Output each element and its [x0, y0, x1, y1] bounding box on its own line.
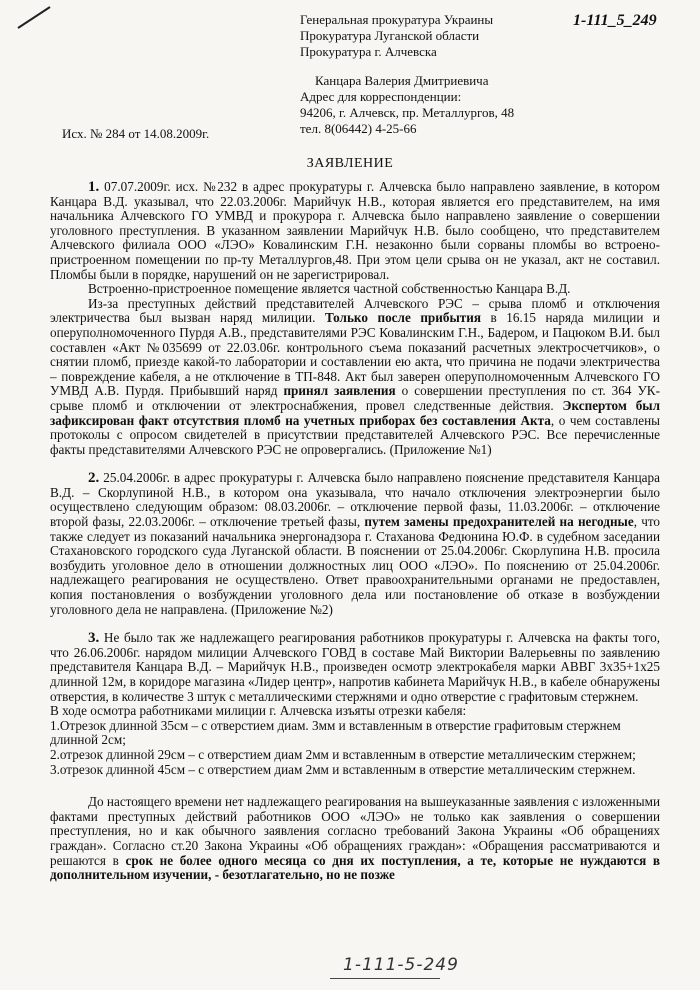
sender-name: Канцара Валерия Дмитриевича: [315, 73, 489, 88]
section-number: 2.: [88, 470, 100, 487]
section-3-paragraph: 3. Не было так же надлежащего реагирования работников прокуратуры г. Алчевска на факты того, что 26.06.2006г. нарядом милиции Алчевского ГОВД в составе Май Виктории Валерьевны по заявлению представителя Канцара В.Д. – Марийчук Н.В., произведен осмотр электрокабеля марки АВВГ 3х35+1х25 длинной 12м, в коридоре магазина «Лидер центр», напротив кабинета Марийчук Н.В., в кабеле обнаружены отверстия, в количестве 3 штук с металлическими стержнями и одно отверстие с графитовым стержнем.: [50, 630, 660, 704]
section-1-paragraph-2: Встроенно-пристроенное помещение является частной собственностью Канцара В.Д.: [88, 281, 571, 297]
section-1-paragraph-3: Из-за преступных действий представителей Алчевского РЭС – срыва пломб и отключения электричества был вызван наряд милиции. Только после прибытия в 16.15 наряда милиции и оперуполномоченного Пурдя А.В., представителями РЭС Ковалинским Г.Н., Бадером, и Пацюком В.И. был составлен «Акт №035699 от 22.03.06г. контрольного съема показаний расчетных электросчетчиков», о снятии пломб, приезде какой-то лаборатории и составлении ею акта, что причина не подачи электричества – повреждение кабеля, а не отключение в ТП-848. Акт был заверен оперуполномоченным Алчевского ГО УМВД А.В. Пурдя. Прибывший наряд принял заявления о совершении преступления по ст. 364 УК- срыве пломб и отключении от электроснабжения, провел следственные действия. Экспертом был зафиксирован факт отсутствия пломб на учетных приборах без составления Акта, о чем составлены протоколы с опросом свидетелей в присутствии представителей Алчевского РЭС. Все перечисленные факты представителями Алчевского РЭС не опровергались. (Приложение №1): [50, 295, 660, 457]
document-title: ЗАЯВЛЕНИЕ: [306, 156, 394, 171]
list-item: 3.отрезок длинной 45см – с отверстием диам 2мм и вставленным в отверстие металлическим стержнем.: [50, 761, 636, 777]
pen-stroke-mark: [14, 4, 54, 32]
addressee-line: Генеральная прокуратура Украины: [300, 12, 494, 27]
section-1-paragraph: 1. 07.07.2009г. исх. №232 в адрес прокуратуры г. Алчевска было направлено заявление, в котором Канцара В.Д. указывал, что 22.03.2006г. Марийчук Н.В., которая является его представителем, на имя начальника Алчевского ГО УМВД и прокурора г. Алчевска было направлено заявление о совершении уголовного преступления. В указанном заявлении Марийчук Н.В. было сообщено, что представителем Алчевского филиала ООО «ЛЭО» Ковалинским Г.Н. незаконно были сорваны пломбы во встроено-пристроенном помещении по пр-ту Металлургов,48. При этом цели срыва он не указал, акт не составил. Пломбы были в порядке, нарушений он не зарегистрировал.: [50, 179, 660, 282]
document-body: [50, 180, 660, 883]
cable-pieces-list: [50, 719, 660, 777]
section-number: 3.: [88, 630, 100, 647]
addressee-block: [300, 12, 493, 60]
sender-address: 94206, г. Алчевск, пр. Металлургов, 48: [300, 105, 515, 120]
document-code: 1-111_5_249: [573, 12, 657, 29]
sender-line: Адрес для корреспонденции:: [300, 89, 462, 104]
list-item: 1.Отрезок длинной 35см – с отверстием диам. 3мм и вставленным в отверстие графитовым стержнем длинной 2см;: [50, 717, 621, 748]
addressee-line: Прокуратура Луганской области: [300, 28, 480, 43]
sender-block: [300, 73, 514, 137]
addressee-line: Прокуратура г. Алчевска: [300, 44, 437, 59]
outgoing-number: Исх. № 284 от 14.08.2009г.: [62, 126, 210, 141]
underline: [330, 978, 440, 979]
handwritten-code: 1-111-5-249: [343, 955, 459, 975]
section-4-paragraph: До настоящего времени нет надлежащего реагирования на вышеуказанные заявления с изложенными фактами преступных действий работников ООО «ЛЭО» не только как заявления о совершении преступления, но и как обычного заявления согласно требований Закона Украины «Об обращениях граждан». Согласно ст.20 Закона Украины «Об обращениях граждан»: «Обращения рассматриваются и решаются в срок не более одного месяца со дня их поступления, а те, которые не нуждаются в дополнительном изучении, - безотлагательно, но не позже: [50, 794, 660, 883]
section-2-paragraph: 2. 25.04.2006г. в адрес прокуратуры г. Алчевска было направлено пояснение представителя Канцара В.Д. – Скорлупиной Н.В., в котором она указывала, что начало отключения электроэнергии было осуществлено следующим образом: 08.03.2006г. – отключение первой фазы, 11.03.2006г. – отключение второй фазы, 22.03.2006г. – отключение третьей фазы, путем замены предохранителей на негодные, что также следует из показаний начальника энергонадзора г. Стаханова Федюнина Ю.Ф. в судебном заседании Стахановского городского суда Луганской области. В пояснении от 25.04.2006г. Скорлупина Н.В. просила возбудить уголовное дело в отношении должностных лиц ООО «ЛЭО». По пояснению от 25.04.2006г. надлежащего реагирования не осуществлено. Ответ правоохранительными органами не предоставлен, копия постановления о возбуждении уголовного дела или постановление об отказе в возбуждении уголовного дела не направлена. (Приложение №2): [50, 470, 661, 617]
section-number: 1.: [88, 179, 100, 195]
list-item: 2.отрезок длинной 29см – с отверстием диам 2мм и вставленным в отверстие металлическим стержнем;: [50, 746, 636, 762]
section-3-intro: В ходе осмотра работниками милиции г. Алчевска изъяты отрезки кабеля:: [50, 703, 467, 719]
sender-phone: тел. 8(06442) 4-25-66: [300, 121, 417, 136]
